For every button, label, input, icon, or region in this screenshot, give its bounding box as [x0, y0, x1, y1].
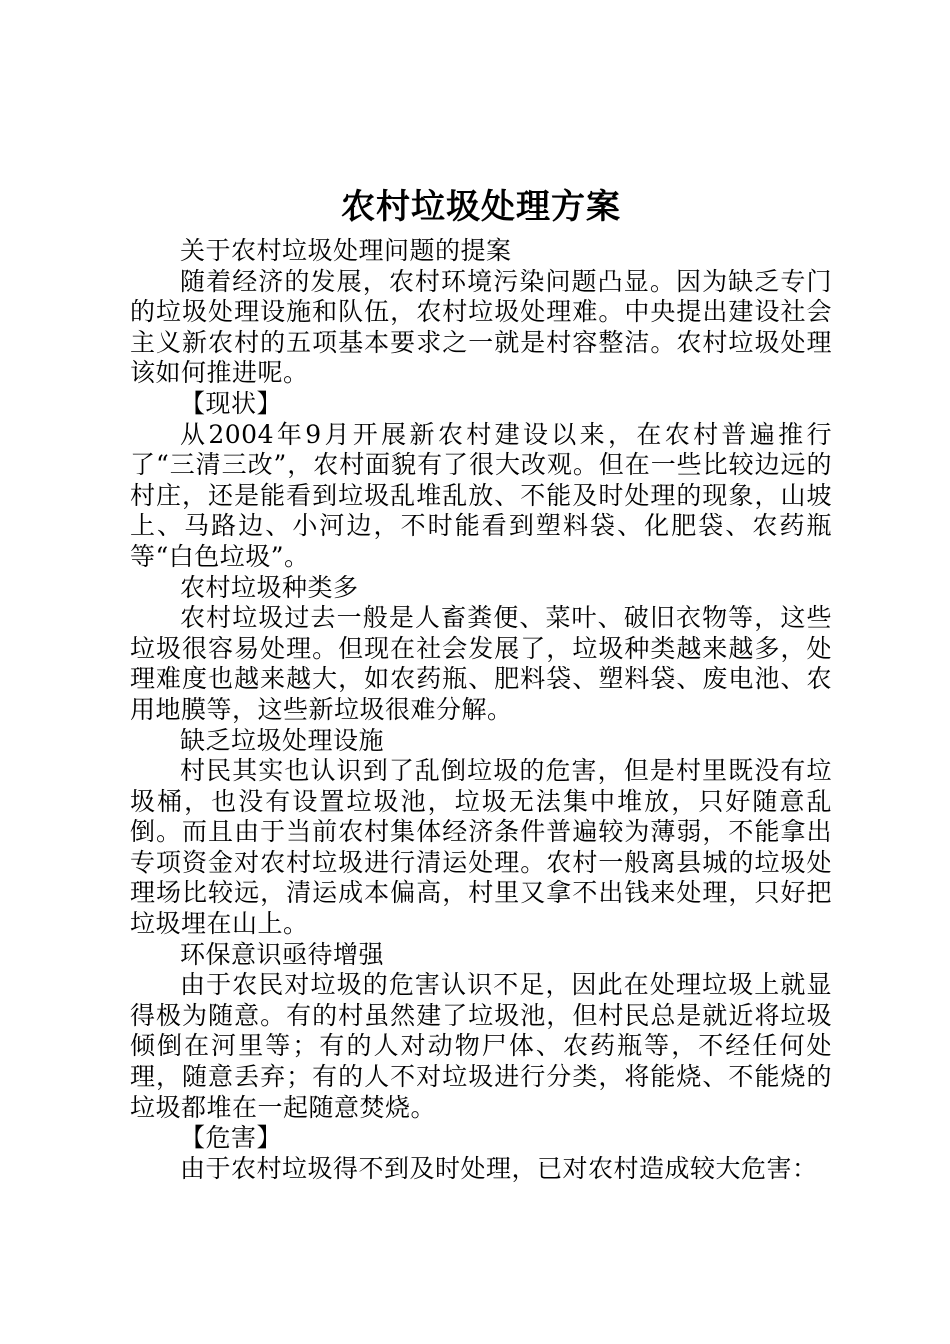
- lack-facilities-paragraph: 村民其实也认识到了乱倒垃圾的危害，但是村里既没有垃圾桶，也没有设置垃圾池，垃圾无法集中堆放，只好随意乱倒。而且由于当前农村集体经济条件普遍较为薄弱，不能拿出专项资金对农村垃圾进行清运处理。农村一般离县城的垃圾处理场比较远，清运成本偏高，村里又拿不出钱来处理，只好把垃圾埋在山上。: [130, 756, 832, 939]
- document-title: 农村垃圾处理方案: [341, 187, 621, 227]
- garbage-types-paragraph: 农村垃圾过去一般是人畜粪便、菜叶、破旧衣物等，这些垃圾很容易处理。但现在社会发展了，垃圾种类越来越多，处理难度也越来越大，如农药瓶、肥料袋、塑料袋、废电池、农用地膜等，这些新垃圾很难分解。: [130, 603, 832, 724]
- subheading-garbage-types: 农村垃圾种类多: [180, 572, 359, 602]
- status-paragraph: 从2004年9月开展新农村建设以来，在农村普遍推行了“三清三改”，农村面貌有了很大改观。但在一些比较边远的村庄，还是能看到垃圾乱堆乱放、不能及时处理的现象，山坡上、马路边、小河边，不时能看到塑料袋、化肥袋、农药瓶等“白色垃圾”。: [130, 419, 832, 571]
- intro-paragraph: 随着经济的发展，农村环境污染问题凸显。因为缺乏专门的垃圾处理设施和队伍，农村垃圾处理难。中央提出建设社会主义新农村的五项基本要求之一就是村容整洁。农村垃圾处理该如何推进呢。: [130, 266, 832, 388]
- section-heading-status: 【现状】: [180, 388, 283, 418]
- section-heading-harm: 【危害】: [180, 1123, 283, 1153]
- document-body: [130, 182, 832, 1184]
- environmental-awareness-paragraph: 由于农民对垃圾的危害认识不足，因此在处理垃圾上就显得极为随意。有的村虽然建了垃圾池，但村民总是就近将垃圾倾倒在河里等；有的人对动物尸体、农药瓶等，不经任何处理，随意丢弃；有的人不对垃圾进行分类，将能烧、不能烧的垃圾都堆在一起随意焚烧。: [130, 970, 832, 1122]
- proposal-subtitle: 关于农村垃圾处理问题的提案: [180, 236, 512, 265]
- harm-paragraph: 由于农村垃圾得不到及时处理，已对农村造成较大危害：: [180, 1153, 818, 1183]
- subheading-environmental-awareness: 环保意识亟待增强: [180, 939, 385, 969]
- subheading-lack-facilities: 缺乏垃圾处理设施: [180, 725, 385, 755]
